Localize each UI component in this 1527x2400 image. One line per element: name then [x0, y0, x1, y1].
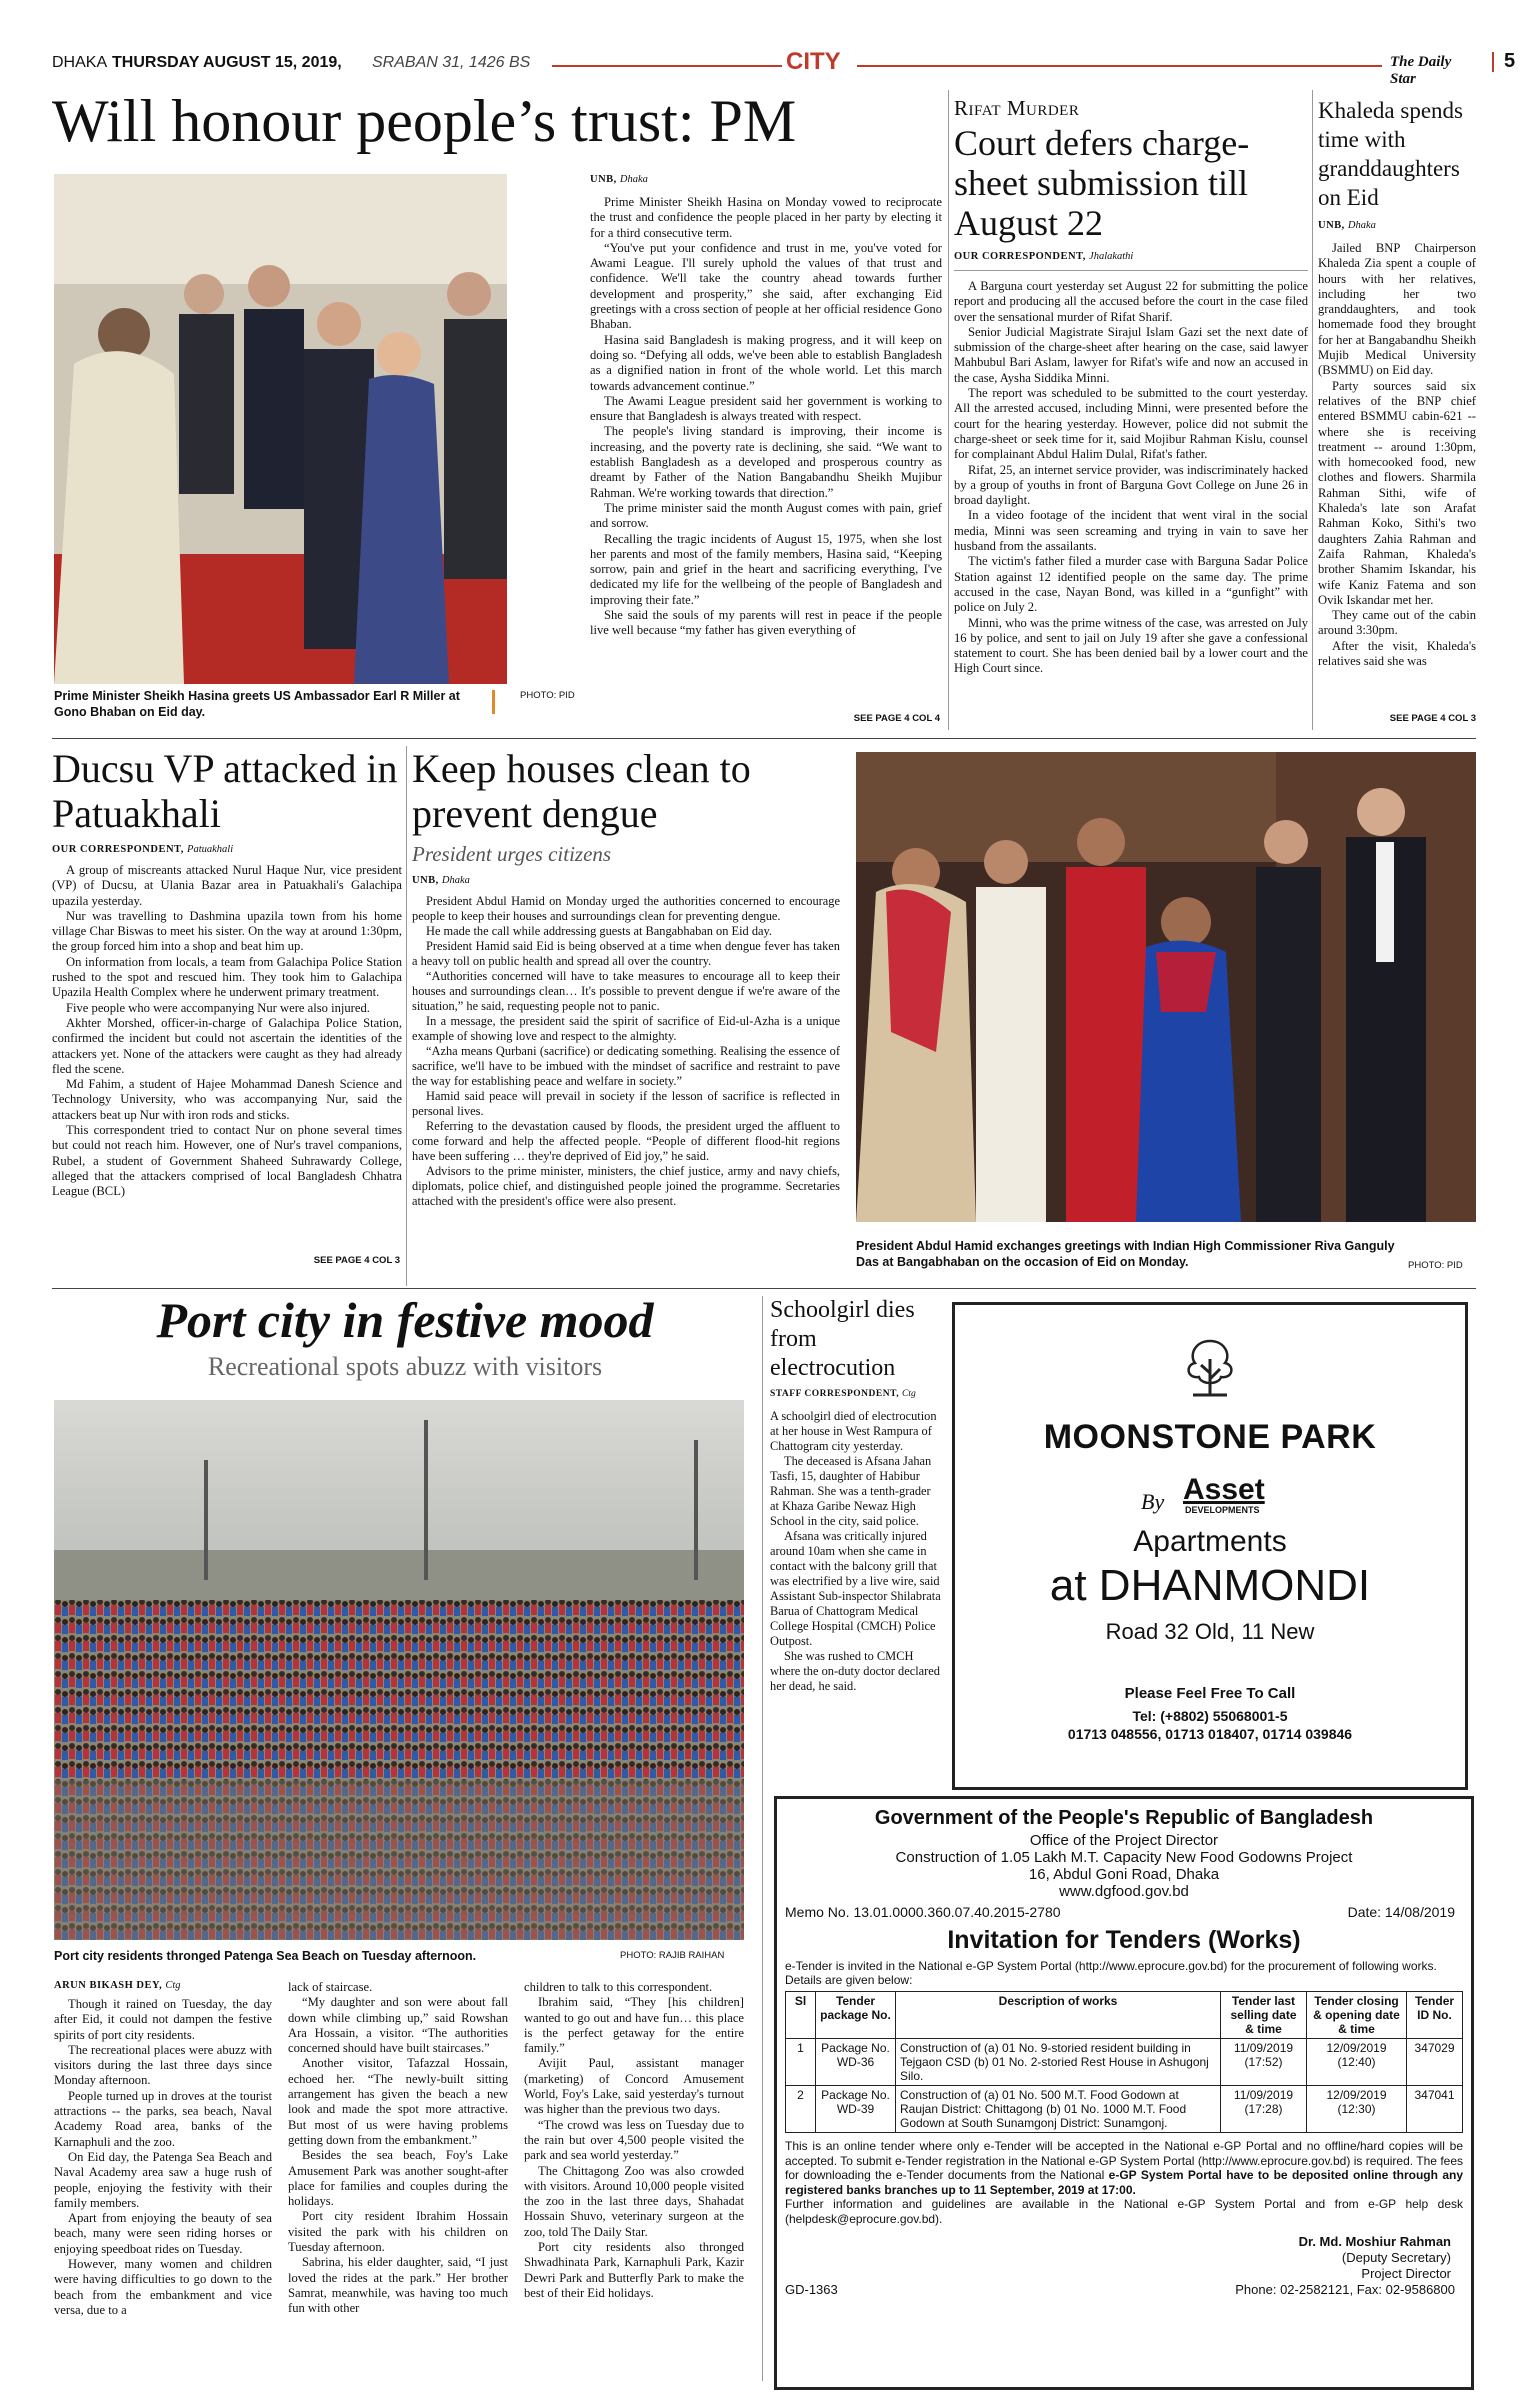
- rifat-headline: Court defers charge-sheet submission till August 22: [954, 123, 1250, 243]
- khaleda-body: Jailed BNP Chairperson Khaleda Zia spent a couple of hours with her relatives, including her two granddaughters, and took homemade food they brought for her at Bangabandhu Sheikh Mujib Medical University (BSMMU) on Eid day. Party sources said six relatives of the BNP chief entered BSMMU cabin-621 -- where she is receiving treatment -- around 1:30pm, with homecooked food, new clothes and flowers. Sharmila Rahman Sithi, wife of Khaleda's late son Arafat Rahman Koko, Sithi's two daughters Zahia Rahman and Zaifa Rahman, Khaleda's brother Shamim Iskandar, his wife Kaniz Fatema and son Ovik Iskandar met her. They came out of the cabin around 3:30pm. After the visit, Khaleda's relatives said she was: [1318, 241, 1476, 669]
- dateline-bangla: SRABAN 31, 1426 BS: [372, 54, 531, 71]
- president-photo-credit: PHOTO: PID: [1408, 1260, 1463, 1271]
- lead-photo-caption: Prime Minister Sheikh Hasina greets US Ambassador Earl R Miller at Gono Bhaban on Eid day.: [54, 689, 460, 719]
- lead-headline: Will honour people’s trust: PM: [52, 88, 797, 154]
- president-photo: [856, 752, 1476, 1222]
- lead-body: Prime Minister Sheikh Hasina on Monday vowed to reciprocate the trust and confidence the people placed in her party by electing it for a third consecutive term. “You've put your confidence and trust in me, you've voted for Awami League. I'll surely uphold the values of that trust and confidence. We'll take the country ahead towards further development and prosperity,” she said, after exchanging Eid greetings with a cross section of people at her official residence Gono Bhaban. Hasina said Bangladesh is making progress, and it will keep on doing so. “Defying all odds, we've been able to establish Bangladesh as a dignified nation in front of the whole world. Let this march towards advancement continue.” The Awami League president said her government is working to ensure that Bangladesh is always treated with respect. The people's living standard is improving, their income is increasing, and the poverty rate is declining, she said. “We want to establish Bangladesh as a developed and prosperous country as dreamt by Father of the Nation Bangabandhu Sheikh Mujibur Rahman. We're working towards that direction.” The prime minister said the month August comes with pain, grief and sorrow. Recalling the tragic incidents of August 15, 1975, when she lost her parents and most of the family members, Hasina said, “Keeping sorrow, pain and grief in the heart and sacrificing everything, I've dedicated my life for the wellbeing of the people of Bangladesh and improving their fate.” She said the souls of my parents will rest in peace if the people live well because “my father has given everything of: [590, 195, 942, 638]
- moonstone-mobiles: 01713 048556, 01713 018407, 01714 039846: [1067, 1726, 1353, 1742]
- rifat-kicker: Rifat Murder: [954, 96, 1080, 120]
- khaleda-headline: Khaleda spends time with granddaughters on Eid: [1318, 98, 1463, 210]
- dengue-story: [412, 746, 840, 1286]
- lead-photo: [54, 174, 507, 684]
- tender-phone: Phone: 02-2582121, Fax: 02-9586800: [1235, 2282, 1455, 2297]
- lead-article: [590, 174, 942, 729]
- moonstone-contact-title: Please Feel Free To Call: [1124, 1685, 1296, 1702]
- schoolgirl-story: [770, 1296, 942, 1786]
- tender-code: GD-1363: [785, 2282, 838, 2297]
- masthead: [52, 48, 1516, 87]
- khaleda-byline: UNB, Dhaka: [1318, 220, 1376, 231]
- lead-byline: UNB, Dhaka: [590, 174, 648, 185]
- dengue-headline: Keep houses clean to prevent dengue: [412, 746, 751, 836]
- tender-note-2: Further information and guidelines are available in the National e-GP System Portal and from e-GP help desk (helpdesk@eprocure.gov.bd).: [785, 2197, 1463, 2226]
- tender-signer-title-1: (Deputy Secretary): [1341, 2250, 1451, 2265]
- tender-intro: e-Tender is invited in the National e-GP System Portal (http://www.eprocure.gov.bd) for the procurement of following works. Details are given below:: [785, 1959, 1437, 1987]
- tender-table: Sl Tender package No. Description of works Tender last selling date & time Tender closing & opening date & time Tender ID No. 1 Package No. WD-36 Construction of (a) 01 No. 9-storied resident building in Tejgaon CSD (b) 01 No. 2-storied Rest House in Ashugonj Silo. 11/09/2019 (17:52) 12/09/2019 (12:40) 347029 2 Package No. WD-39 Construction of (a) 01 No. 500 M.T. Food Godown at Raujan District: Chittagong (b) 01 No. 1000 M.T. Food Godown at South Sunamgonj District: Sunamgonj. 11/09/2019 (17:28) 12/09/2019 (12:30) 347041: [785, 1991, 1463, 2133]
- schoolgirl-byline: STAFF CORRESPONDENT, Ctg: [770, 1389, 916, 1399]
- moonstone-line1: Apartments: [1133, 1525, 1287, 1558]
- khaleda-story: [1318, 96, 1476, 731]
- tender-signer: Dr. Md. Moshiur Rahman: [1298, 2234, 1451, 2249]
- lead-photo-credit: PHOTO: PID: [520, 690, 575, 701]
- dengue-byline: UNB, Dhaka: [412, 875, 470, 886]
- moonstone-ad: [952, 1302, 1468, 1790]
- ducsu-continued: SEE PAGE 4 COL 3: [313, 1255, 400, 1266]
- tender-signer-title-2: Project Director: [1361, 2266, 1451, 2281]
- port-byline: ARUN BIKASH DEY, Ctg: [54, 1980, 181, 1991]
- rifat-body: A Barguna court yesterday set August 22 for submitting the police report and producing all the accused before the court in the case filed over the sensational murder of Rifat Sharif. Senior Judicial Magistrate Sirajul Islam Gazi set the next date of submission of the charge-sheet after hearing on the case, said lawyer Mahbubul Bari Aslam, lawyer for Rifat's wife and now an accused in the case, Aysha Siddika Minni. The report was scheduled to be submitted to the court yesterday. All the arrested accused, including Minni, were presented before the court for the hearing yesterday. However, police did not submit the charge-sheet or seek time for it, said Mojibur Rahman Kislu, counsel for complainant Abdul Halim Dulal, Rifat's father. Rifat, 25, an internet service provider, was indiscriminately hacked by a group of youths in front of Barguna Govt College on June 26 in broad daylight. In a video footage of the incident that went viral in the social media, Minni was seen screaming and trying in vain to save her husband from the assailants. The victim's father filed a murder case with Barguna Sadar Police Station against 12 identified people on the same day. The prime accused in the case, Nayan Bond, was killed in a “gunfight” with police on July 2. Minni, who was the prime witness of the case, was arrested on July 16 by police, and sent to jail on July 19 after she gave a confessional statement to court. She has been denied bail by a lower court and the High Court since.: [954, 279, 1308, 676]
- moonstone-tel: Tel: (+8802) 55068001-5: [1132, 1708, 1288, 1724]
- port-photo-caption: Port city residents thronged Patenga Sea Beach on Tuesday afternoon.: [54, 1949, 477, 1963]
- rifat-byline: OUR CORRESPONDENT, Jhalakathi: [954, 251, 1134, 262]
- tender-notice: [774, 1796, 1474, 2390]
- port-photo-credit: PHOTO: RAJIB RAIHAN: [620, 1950, 725, 1961]
- section-title: CITY: [786, 48, 841, 75]
- khaleda-continued: SEE PAGE 4 COL 3: [1389, 713, 1476, 724]
- president-photo-caption: President Abdul Hamid exchanges greetings with Indian High Commissioner Riva Ganguly Das at Bangabhaban on the occasion of Eid on Monday.: [856, 1239, 1395, 1269]
- dengue-body: President Abdul Hamid on Monday urged the authorities concerned to encourage people to keep their houses and surroundings clean for preventing dengue. He made the call while addressing guests at Bangabhaban on Eid day. President Hamid said Eid is being observed at a time when dengue fever has taken a heavy toll on public health and spread all over the country. “Authorities concerned will have to take measures to encourage all to keep their houses and surroundings clean… It's possible to prevent dengue if we're aware of the situation,” he said, requesting people not to panic. In a message, the president said the spirit of sacrifice of Eid-ul-Azha is a unique example of showing love and respect to the almighty. “Azha means Qurbani (sacrifice) or dedicating something. Realising the essence of sacrifice, we'll have to be imbued with the mindset of sacrifice and restraint to pave the way for establishing peace and welfare in society.” Hamid said peace will prevail in society if the lesson of sacrifice is reflected in personal lives. Referring to the devastation caused by floods, the president urged the affluent to come forward and help the affected people. “People of different flood-hit regions have been suffering … they're deprived of Eid joy,” he said. Advisors to the prime minister, ministers, the chief justice, army and navy chiefs, diplomats, police chief, and distinguished people joined the programme. Secretaries attached with the president's office were also present.: [412, 894, 840, 1208]
- port-col-3: children to talk to this correspondent. Ibrahim said, “They [his children] wanted to go out and have fun… this place is the perfect getaway for the entire family.” Avijit Paul, assistant manager (marketing) of Concord Amusement World, Foy's Lake, said yesterday's turnout was higher than the previous two days. “The crowd was less on Tuesday due to the rain but over 4,500 people visited the park and sea world yesterday.” The Chittagong Zoo was also crowded with visitors. Around 10,000 people visited the zoo in the last three days, Shahadat Hossain Shuvo, veterinary surgeon at the zoo, told The Daily Star. Port city residents also thronged Shwadhinata Park, Karnaphuli Park, Kazir Dewri Park and Butterfly Park to make the best of their Eid holidays.: [524, 1980, 744, 2300]
- tender-memo: Memo No. 13.01.0000.360.07.40.2015-2780: [785, 1904, 1061, 1920]
- tender-project: Construction of 1.05 Lakh M.T. Capacity New Food Godowns Project: [895, 1849, 1353, 1866]
- asset-logo-text: Asset: [1183, 1473, 1265, 1506]
- schoolgirl-body: A schoolgirl died of electrocution at her house in West Rampura of Chattogram city yesterday. The deceased is Afsana Jahan Tasfi, 15, daughter of Habibur Rahman. She was a tenth-grader at Khaza Garibe Newaz High School in the city, said police. Afsana was critically injured around 10am when she came in contact with the balcony grill that was electrified by a live wire, said Assistant Sub-inspector Shilabrata Barua of Chattogram Medical College Hospital (CMCH) Police Outpost. She was rushed to CMCH where the on-duty doctor declared her dead, he said.: [770, 1409, 941, 1693]
- tender-note-1: This is an online tender where only e-Tender will be accepted in the National e-GP Portal and no offline/hard copies will be accepted. To submit e-Tender registration in the National e-GP System Portal (http://www.eprocure.gov.bd) is required. The fees for downloading the e-Tender documents from the National e-GP System Portal have to be deposited online through any registered banks branches up to 11 September, 2019 at 17:00.: [785, 2139, 1463, 2197]
- tree-logo-icon: [1175, 1333, 1245, 1403]
- rifat-story: [954, 96, 1308, 731]
- port-headline: Port city in festive mood: [156, 1292, 654, 1348]
- tender-office: Office of the Project Director: [1029, 1832, 1219, 1849]
- moonstone-line2: at DHANMONDI: [1049, 1561, 1371, 1610]
- ducsu-byline: OUR CORRESPONDENT, Patuakhali: [52, 844, 234, 855]
- table-row: 2 Package No. WD-39 Construction of (a) 01 No. 500 M.T. Food Godown at Raujan District: Chittagong (b) 01 No. 1000 M.T. Food Godown at South Sunamgonj District: Sunamgonj. 11/09/2019 (17:28) 12/09/2019 (12:30) 347041: [786, 2086, 1463, 2133]
- moonstone-by: By: [1141, 1489, 1165, 1514]
- tender-website: www.dgfood.gov.bd: [1059, 1883, 1189, 1900]
- paper-name: The Daily Star: [1390, 54, 1452, 87]
- dateline-date: THURSDAY AUGUST 15, 2019,: [112, 54, 342, 71]
- ducsu-body: A group of miscreants attacked Nurul Haque Nur, vice president (VP) of Ducsu, at Ulania Bazar area in Patuakhali's Galachipa upazila yesterday. Nur was travelling to Dashmina upazila town from his home village Char Biswas to meet his sister. On the way at around 1:30pm, the group forced him into a shop and beat him up. On information from locals, a team from Galachipa Police Station rushed to the spot and rescued him. They took him to Galachipa Upazila Health Complex where he underwent primary treatment. Five people who were accompanying Nur were also injured. Akhter Morshed, officer-in-charge of Galachipa Police Station, confirmed the incident but could not ascertain the identities of the attackers yet. None of the attackers were caught as they had already fled the scene. Md Fahim, a student of Hajee Mohammad Danesh Science and Technology University, who was accompanying Nur, said the attackers beat up Nur with iron rods and sticks. This correspondent tried to contact Nur on phone several times but could not reach him. However, one of Nur's travel companions, Rubel, a student of Government Shaheed Suhrawardy College, alleged that the attackers comprised of local Bangladesh Chhatra League (BCL): [52, 863, 402, 1199]
- dateline-city: DHAKA: [52, 54, 108, 71]
- tender-title: Invitation for Tenders (Works): [947, 1926, 1301, 1954]
- dengue-subhead: President urges citizens: [412, 842, 612, 866]
- port-subhead: Recreational spots abuzz with visitors: [207, 1352, 603, 1381]
- moonstone-title: MOONSTONE PARK: [1043, 1418, 1377, 1456]
- lead-continued: SEE PAGE 4 COL 4: [853, 713, 940, 724]
- tender-date: Date: 14/08/2019: [1347, 1904, 1455, 1920]
- port-photo: [54, 1400, 744, 1940]
- ducsu-headline: Ducsu VP attacked in Patuakhali: [52, 746, 398, 836]
- page-number: 5: [1504, 50, 1516, 72]
- asset-logo-sub: DEVELOPMENTS: [1185, 1505, 1260, 1515]
- port-col-2: lack of staircase. “My daughter and son were about fall down while climbing up,” said Rowshan Ara Hossain, a visitor. “The authorities concerned should have built staircases.” Another visitor, Tafazzal Hossain, echoed her. “The newly-built sitting arrangement has given the beach a new look and made the spot more attractive. But most of us were having problems getting down from the embankment.” Besides the sea beach, Foy's Lake Amusement Park was another sought-after place for families and couples during the holidays. Port city resident Ibrahim Hossain visited the park with his children on Tuesday afternoon. Sabrina, his elder daughter, said, “I just loved the rides at the park.” Her brother Samrat, meanwhile, was having too much fun with other: [288, 1980, 508, 2316]
- port-col-1: Though it rained on Tuesday, the day after Eid, it could not dampen the festive spirits of port city residents. The recreational places were abuzz with visitors during the last three days since Monday afternoon. People turned up in droves at the tourist attractions -- the parks, sea beach, Naval Academy Road area, banks of the Karnaphuli and the zoo. On Eid day, the Patenga Sea Beach and Naval Academy area saw a huge rush of people, enjoying the festivity with their family members. Apart from enjoying the beauty of sea beach, many were seen riding horses or enjoying speedboat rides on Tuesday. However, many women and children were having difficulties to go down to the beach from the embankment and vice versa, due to a: [54, 1997, 272, 2317]
- moonstone-line3: Road 32 Old, 11 New: [1105, 1619, 1315, 1644]
- schoolgirl-headline: Schoolgirl dies from electrocution: [770, 1297, 915, 1381]
- ducsu-story: [52, 746, 402, 1286]
- table-row: 1 Package No. WD-36 Construction of (a) 01 No. 9-storied resident building in Tejgaon CSD (b) 01 No. 2-storied Rest House in Ashugonj Silo. 11/09/2019 (17:52) 12/09/2019 (12:40) 347029: [786, 2039, 1463, 2086]
- tender-gov: Government of the People's Republic of Bangladesh: [874, 1807, 1374, 1829]
- tender-address: 16, Abdul Goni Road, Dhaka: [1028, 1866, 1220, 1883]
